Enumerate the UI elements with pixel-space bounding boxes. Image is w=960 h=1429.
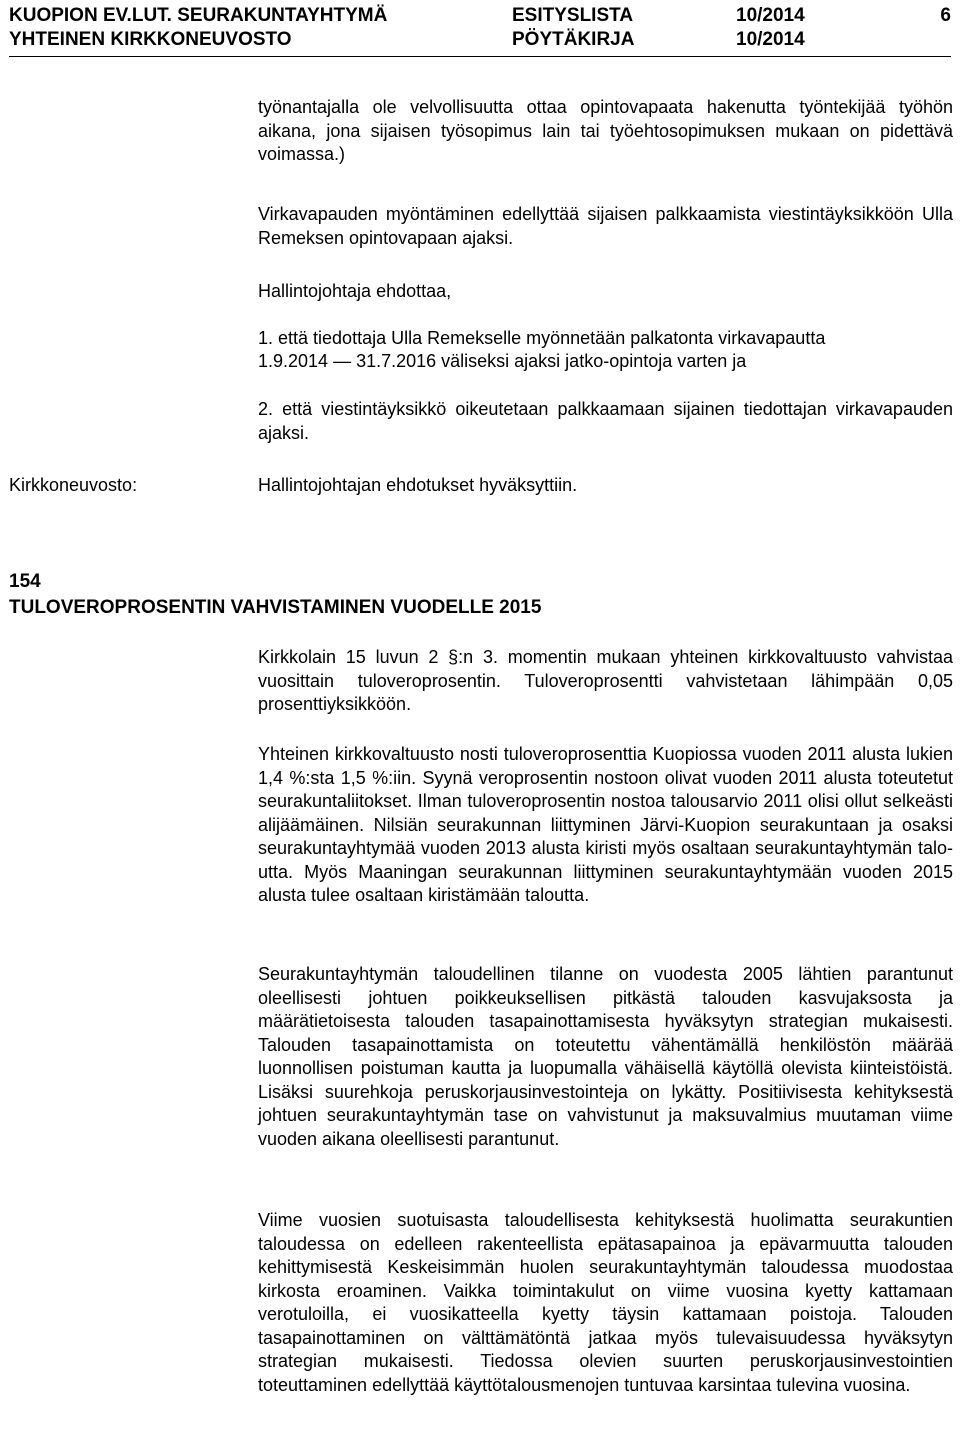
- header-divider: [9, 56, 951, 57]
- page-header: [9, 4, 951, 52]
- section-number: 154: [9, 571, 41, 592]
- paragraph-substitute-hire: Virkavapauden myöntäminen edellyttää sijaisen palkkaamista viestintäyksikköön Ulla Remeksen opintovapaan ajaksi.: [258, 204, 953, 248]
- paragraph-continuation: työnantajalla ole velvollisuutta ottaa opintovapaata hakenutta työntekijää työhön aikana, jona sijaisen työsopimus lain tai työehtosopimuksen mukaan on pidettävä voimassa.): [258, 97, 953, 164]
- section-paragraph-1: Kirkkolain 15 luvun 2 §:n 3. momentin mukaan yhteinen kirkkovaltuusto vahvistaa vuosittain tuloveroprosentin. Tuloveroprosentti vahvistetaan lähimpään 0,05 prosenttiyksikköön.: [258, 647, 953, 714]
- decision-text: Hallintojohtajan ehdotukset hyväksyttiin.: [258, 475, 578, 495]
- header-organization: KUOPION EV.LUT. SEURAKUNTAYHTYMÄ: [9, 5, 388, 26]
- header-document-type-2: PÖYTÄKIRJA: [512, 29, 635, 50]
- header-row-2: [9, 28, 951, 52]
- header-body-name: YHTEINEN KIRKKONEUVOSTO: [9, 29, 292, 50]
- section-title: TULOVEROPROSENTIN VAHVISTAMINEN VUODELLE 2015: [9, 597, 542, 618]
- header-meeting-number: 10/2014: [736, 5, 805, 26]
- proposal-item-1-line-2: 1.9.2014 — 31.7.2016 väliseksi ajaksi jatko-opintoja varten ja: [258, 351, 747, 371]
- section-paragraph-3: Seurakuntayhtymän taloudellinen tilanne on vuodesta 2005 lähtien parantunut oleellisesti johtuen poikkeuksellisen pitkästä talouden kasvujaksosta ja määrätietoisesta talouden tasapainottamisesta hyväksytyn strategian mukaisesti. Talouden tasapainottamista on toteutettu vähentämällä henkilöstön määrää luonnollisen poistuman kautta ja luopumalla vähäisellä käytöllä olevista kiinteistöistä. Lisäksi suurehkoja peruskorjausinvestointeja on lykätty. Positiivisesta kehityksestä johtuen seurakuntayhtymän tase on vahvistunut ja maksuvalmius muutaman viime vuoden aikana oleellisesti parantunut.: [258, 964, 953, 1149]
- section-paragraph-4: Viime vuosien suotuisasta taloudellisesta kehityksestä huolimatta seurakuntien taloudessa on edelleen rakenteellista epätasapainoa ja epävarmuutta talouden kehittymisestä Keskeisimmän huolen seurakuntayhtymän taloudessa muodostaa kirkosta eroaminen. Vaikka toimintakulut on viime vuosina kyetty kattamaan verotuloilla, ei vuosikatteella kyetty täysin kattamaan poistoja. Talouden tasapainottaminen on välttämätöntä jatkaa myös tulevaisuudessa hyväksytyn strategian mukaisesti. Tiedossa olevien suurten peruskorjausinvestointien toteuttaminen edellyttää käyttötalousmenojen tuntuvaa karsintaa tulevina vuosina.: [258, 1210, 953, 1395]
- header-row-1: [9, 4, 951, 28]
- page-number: 6: [940, 5, 951, 26]
- proposal-item-2: 2. että viestintäyksikkö oikeutetaan palkkaamaan sijainen tiedottajan virkavapauden ajaksi.: [258, 399, 953, 443]
- decision-label: Kirkkoneuvosto:: [9, 475, 138, 495]
- header-meeting-number-2: 10/2014: [736, 29, 805, 50]
- proposal-intro: Hallintojohtaja ehdottaa,: [258, 281, 452, 301]
- proposal-item-1-line-1: 1. että tiedottaja Ulla Remekselle myönnetään palkatonta virkavapautta: [258, 328, 826, 348]
- header-document-type: ESITYSLISTA: [512, 5, 634, 26]
- section-paragraph-2: Yhteinen kirkkovaltuusto nosti tuloveroprosenttia Kuopiossa vuoden 2011 alusta lukien 1,4 %:sta 1,5 %:iin. Syynä veroprosentin nostoon olivat vuoden 2011 alusta toteutetut seurakuntaliitokset. Ilman tuloveroprosentin nostoa talousarvio 2011 olisi ollut selkeästi alijäämäinen. Nilsiän seurakunnan liittyminen Järvi-Kuopion seurakuntaan ja osaksi seurakuntayhtymää vuoden 2013 alusta kiristi myös osaltaan seurakuntayhtymän taloutta. Myös Maaningan seurakunnan liittyminen seurakuntayhtymään vuoden 2015 alusta tulee osaltaan kiristämään taloutta.: [258, 744, 953, 905]
